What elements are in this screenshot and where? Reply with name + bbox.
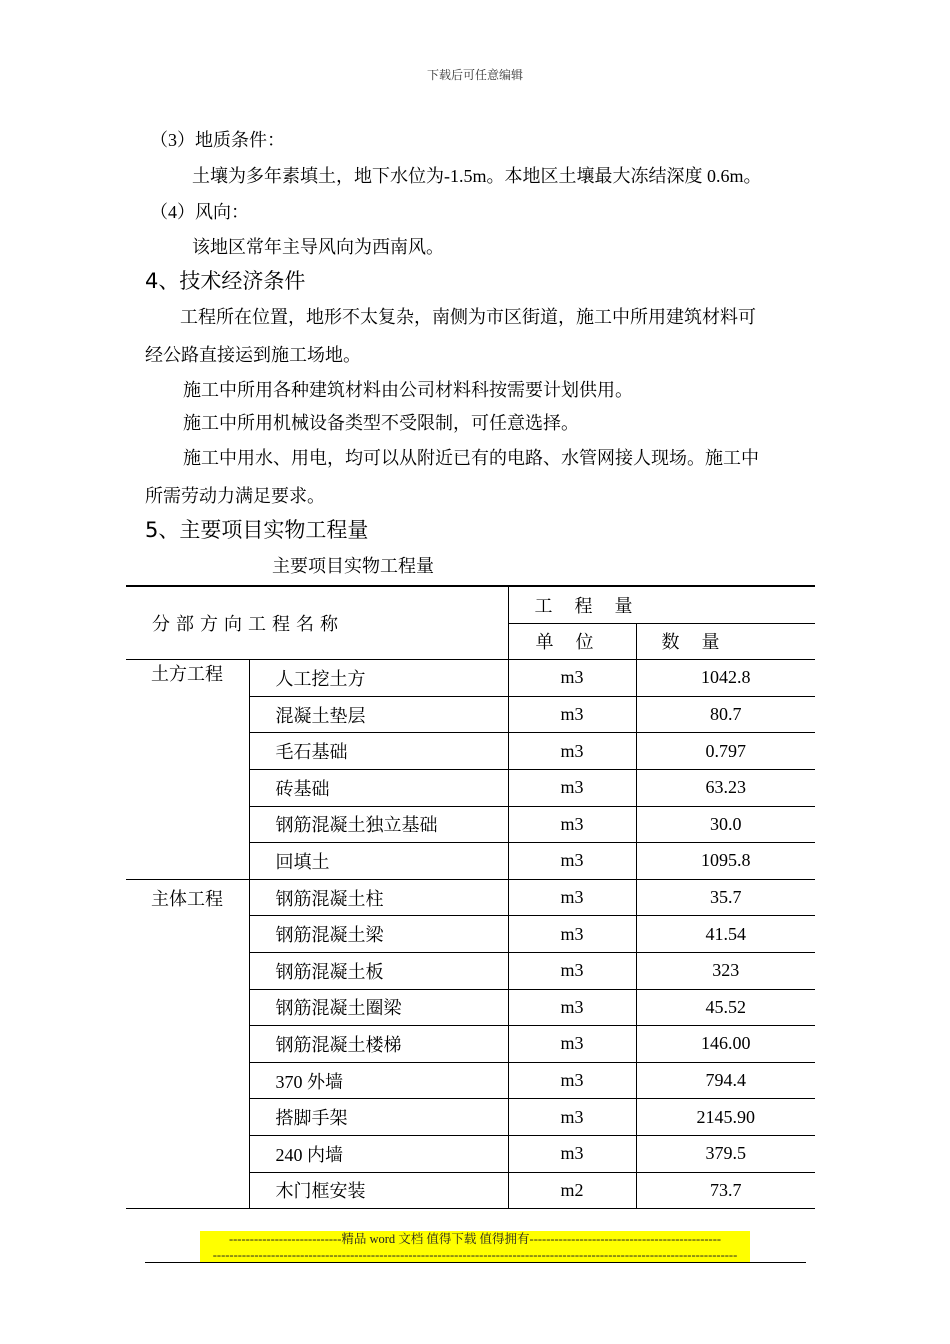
item-unit: m3 (508, 1062, 636, 1099)
column-header-unit: 单位 (508, 623, 636, 660)
item-unit: m3 (508, 660, 636, 697)
item-amount: 146.00 (636, 1026, 815, 1063)
item-name: 240 内墙 (249, 1135, 508, 1172)
item-amount: 30.0 (636, 806, 815, 843)
item-unit: m3 (508, 806, 636, 843)
item-name: 钢筋混凝土梁 (249, 916, 508, 953)
item-name: 钢筋混凝土独立基础 (249, 806, 508, 843)
footer-rule (145, 1262, 806, 1263)
item-name: 钢筋混凝土板 (249, 952, 508, 989)
item-unit: m3 (508, 843, 636, 880)
footer-line-2: ------------------------------------------------------------------------------------------------------------------------------ (212, 1248, 738, 1262)
item-unit: m3 (508, 1135, 636, 1172)
item-name: 搭脚手架 (249, 1099, 508, 1136)
item-amount: 45.52 (636, 989, 815, 1026)
item-amount: 63.23 (636, 769, 815, 806)
tech-paragraph-1a: 工程所在位置，地形不太复杂，南侧为市区街道，施工中所用建筑材料可 (180, 307, 756, 327)
item-unit: m3 (508, 696, 636, 733)
wind-label: （4）风向： (150, 202, 249, 222)
tech-heading: 4、技术经济条件 (145, 269, 306, 293)
column-header-name: 分部方向工程名称 (126, 586, 508, 660)
item-unit: m3 (508, 952, 636, 989)
tech-paragraph-3: 施工中所用机械设备类型不受限制，可任意选择。 (183, 413, 579, 433)
item-amount: 2145.90 (636, 1099, 815, 1136)
item-amount: 0.797 (636, 733, 815, 770)
table-caption: 主要项目实物工程量 (272, 556, 434, 576)
item-name: 混凝土垫层 (249, 696, 508, 733)
item-unit: m3 (508, 879, 636, 916)
footer-line-1: ---------------------------精品 word 文档 值得下载 值得拥有---------------------------------------------- (228, 1232, 722, 1246)
item-name: 370 外墙 (249, 1062, 508, 1099)
tech-paragraph-2: 施工中所用各种建筑材料由公司材料科按需要计划供用。 (183, 380, 633, 400)
item-name: 钢筋混凝土柱 (249, 879, 508, 916)
item-unit: m3 (508, 989, 636, 1026)
section-name: 主体工程 (126, 879, 249, 1208)
table-row (126, 660, 815, 697)
quantity-table (126, 585, 815, 1209)
tech-paragraph-1b: 经公路直接运到施工场地。 (145, 345, 361, 365)
item-unit: m3 (508, 769, 636, 806)
item-name: 人工挖土方 (249, 660, 508, 697)
item-amount: 1095.8 (636, 843, 815, 880)
geology-label: （3）地质条件： (150, 130, 285, 150)
item-amount: 794.4 (636, 1062, 815, 1099)
tech-paragraph-4a: 施工中用水、用电，均可以从附近已有的电路、水管网接人现场。施工中 (183, 448, 759, 468)
qty-heading: 5、主要项目实物工程量 (145, 518, 369, 542)
item-name: 钢筋混凝土楼梯 (249, 1026, 508, 1063)
tech-paragraph-4b: 所需劳动力满足要求。 (145, 486, 325, 506)
item-unit: m3 (508, 733, 636, 770)
item-amount: 35.7 (636, 879, 815, 916)
item-amount: 41.54 (636, 916, 815, 953)
item-unit: m3 (508, 1099, 636, 1136)
item-name: 回填土 (249, 843, 508, 880)
item-amount: 80.7 (636, 696, 815, 733)
column-header-amount: 数量 (636, 623, 815, 660)
item-amount: 73.7 (636, 1172, 815, 1209)
page-header: 下载后可任意编辑 (426, 68, 523, 82)
wind-text: 该地区常年主导风向为西南风。 (192, 237, 444, 257)
item-amount: 1042.8 (636, 660, 815, 697)
item-unit: m2 (508, 1172, 636, 1209)
item-unit: m3 (508, 1026, 636, 1063)
footer-banner (200, 1231, 750, 1263)
item-amount: 379.5 (636, 1135, 815, 1172)
item-name: 木门框安装 (249, 1172, 508, 1209)
item-name: 钢筋混凝土圈梁 (249, 989, 508, 1026)
geology-text: 土壤为多年素填土，地下水位为-1.5m。本地区土壤最大冻结深度 0.6m。 (192, 166, 762, 186)
item-name: 毛石基础 (249, 733, 508, 770)
item-unit: m3 (508, 916, 636, 953)
column-header-quantity-group: 工程量 (508, 586, 815, 623)
table-row (126, 879, 815, 916)
item-name: 砖基础 (249, 769, 508, 806)
section-name: 土方工程 (151, 664, 223, 685)
item-amount: 323 (636, 952, 815, 989)
